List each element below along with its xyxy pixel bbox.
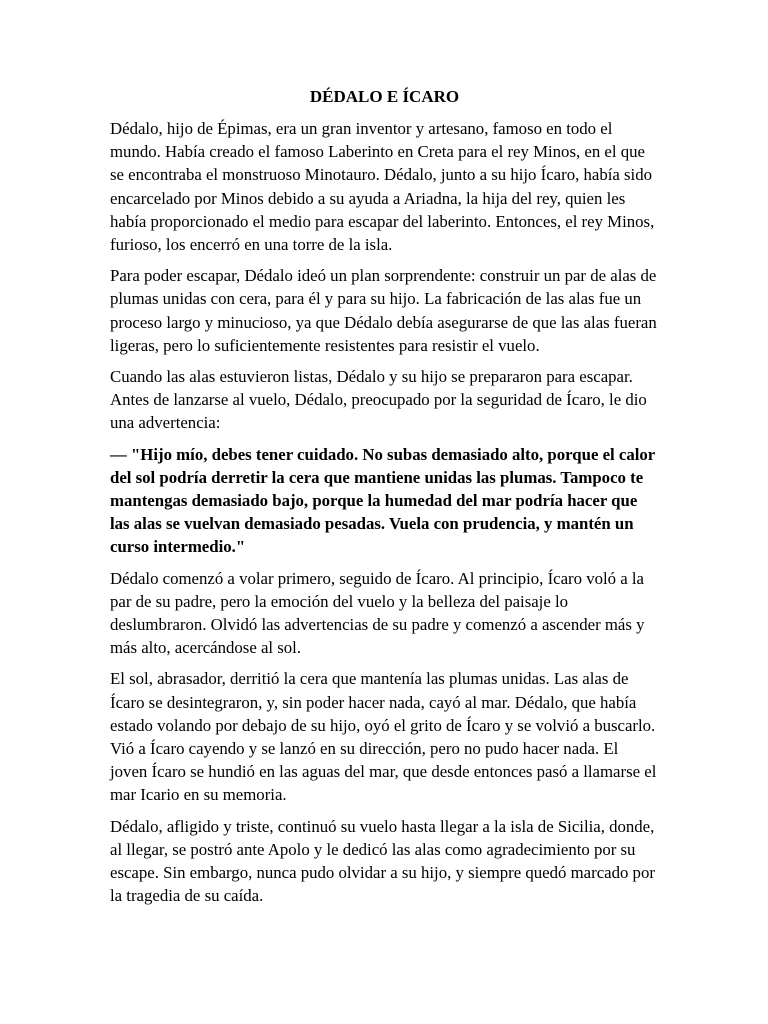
paragraph-fall: El sol, abrasador, derritió la cera que mantenía las plumas unidas. Las alas de Ícaro se desintegraron, y, sin poder hacer nada, cayó al mar. Dédalo, que había estado volando por debajo de su hijo, oyó el grito de Ícaro y se volvió a buscarlo. Vió a Ícaro cayendo y se lanzó en su dirección, pero no pudo hacer nada. El joven Ícaro se hundió en las aguas del mar, que desde entonces pasó a llamarse el mar Icario en su memoria. xyxy=(110,669,657,805)
paragraph-ending: Dédalo, afligido y triste, continuó su vuelo hasta llegar a la isla de Sicilia, donde, al llegar, se postró ante Apolo y le dedicó las alas como agradecimiento por su escape. Sin embargo, nunca pudo olvidar a su hijo, y siempre quedó marcado por la tragedia de su caída. xyxy=(110,816,655,906)
paragraph-warning-intro: Cuando las alas estuvieron listas, Dédalo y su hijo se prepararon para escapar. Antes de lanzarse al vuelo, Dédalo, preocupado por la seguridad de Ícaro, le dio una advertencia: xyxy=(110,367,647,433)
document-page xyxy=(110,86,659,916)
paragraph-plan: Para poder escapar, Dédalo ideó un plan sorprendente: construir un par de alas de plumas unidas con cera, para él y para su hijo. La fabricación de las alas fue un proceso largo y minucioso, ya que Dédalo debía asegurarse de que las alas fueran ligeras, pero lo suficientemente resistentes para resistir el vuelo. xyxy=(110,266,657,355)
document-title: DÉDALO E ÍCARO xyxy=(309,87,460,106)
paragraph-warning-quote: — "Hijo mío, debes tener cuidado. No subas demasiado alto, porque el calor del sol podría derretir la cera que mantiene unidas las plumas. Tampoco te mantengas demasiado bajo, porque la humedad del mar podría hacer que las alas se vuelvan demasiado pesadas. Vuela con prudencia, y mantén un curso intermedio." xyxy=(110,444,655,557)
paragraph-flight: Dédalo comenzó a volar primero, seguido de Ícaro. Al principio, Ícaro voló a la par de su padre, pero la emoción del vuelo y la belleza del paisaje lo deslumbraron. Olvidó las advertencias de su padre y comenzó a ascender más y más alto, acercándose al sol. xyxy=(110,568,645,658)
paragraph-intro: Dédalo, hijo de Épimas, era un gran inventor y artesano, famoso en todo el mundo. Había creado el famoso Laberinto en Creta para el rey Minos, en el que se encontraba el monstruoso Minotauro. Dédalo, junto a su hijo Ícaro, había sido encarcelado por Minos debido a su ayuda a Ariadna, la hija del rey, quien les había proporcionado el medio para escapar del laberinto. Entonces, el rey Minos, furioso, los encerró en una torre de la isla. xyxy=(110,119,655,255)
